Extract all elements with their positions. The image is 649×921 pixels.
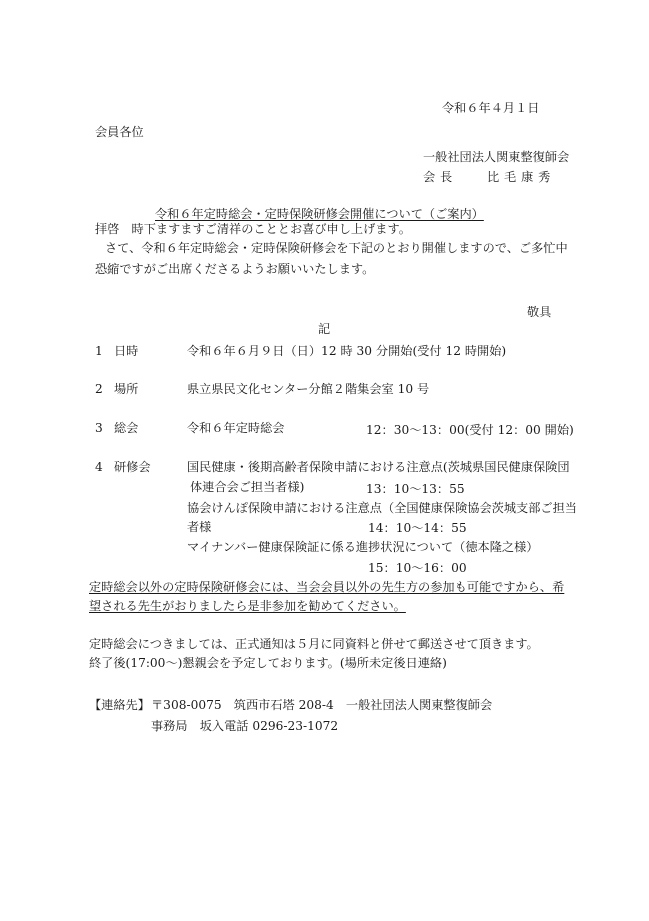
body-line-2: 恐縮ですがご出席くださるようお願いいたします。 (95, 262, 375, 276)
item-3-label: 総会 (114, 421, 139, 435)
notice-line-1: 定時総会以外の定時保険研修会には、当会会員以外の先生方の参加も可能ですから、希 (89, 580, 565, 594)
item-4-number: 4 (95, 460, 103, 474)
contact-label: 【連絡先】 (89, 698, 150, 712)
item-3-time: 12：30〜13：00(受付 12：00 開始) (366, 423, 574, 437)
ki-heading: 記 (318, 322, 331, 336)
document-title: 令和６年定時総会・定時保険研修会開催について（ご案内） (155, 207, 484, 221)
greeting: 拝啓 時下ますますご清祥のこととお喜び申し上げます。 (95, 222, 411, 236)
note-line-2: 終了後(17:00〜)懇親会を予定しております。(場所未定後日連絡) (89, 656, 447, 670)
sender-organization: 一般社団法人関東整復師会 (423, 150, 570, 164)
contact-office: 事務局 坂入電話 0296-23-1072 (151, 719, 339, 733)
sender-name: 比 毛 康 秀 (487, 170, 551, 184)
seminar-session-2-time: 14：10〜14：55 (368, 521, 467, 535)
seminar-session-2-line-1: 協会けんぽ保険申請における注意点（全国健康保険協会茨城支部ご担当 (187, 501, 577, 515)
note-line-1: 定時総会につきましては、正式通知は５月に同資料と併せて郵送させて頂きます。 (89, 637, 539, 651)
sender-position: 会 長 (423, 170, 453, 184)
item-1-value: 令和６年６月９日（日）12 時 30 分開始(受付 12 時開始) (187, 344, 507, 358)
item-3-value: 令和６年定時総会 (187, 421, 285, 435)
contact-address: 〒308-0075 筑西市石塔 208-4 一般社団法人関東整復師会 (151, 698, 493, 712)
seminar-session-3-time: 15：10〜16：00 (368, 561, 467, 575)
item-3-number: 3 (95, 421, 103, 435)
seminar-session-1-time: 13：10〜13：55 (366, 482, 465, 496)
seminar-session-1-line-1: 国民健康・後期高齢者保険申請における注意点(茨城県国民健康保険団 (187, 460, 570, 474)
item-2-number: 2 (95, 382, 103, 396)
body-line-1: さて、令和６年定時総会・定時保険研修会を下記のとおり開催しますので、ご多忙中 (105, 241, 568, 255)
notice-line-2: 望される先生がおりましたら是非参加を勧めてください。 (89, 599, 406, 613)
item-2-label: 場所 (114, 382, 139, 396)
document-date: 令和６年４月１日 (442, 101, 540, 115)
item-1-label: 日時 (114, 344, 139, 358)
closing: 敬具 (527, 305, 552, 319)
item-1-number: 1 (95, 344, 103, 358)
item-4-label: 研修会 (114, 460, 151, 474)
seminar-session-1-line-2: 体連合会ご担当者様) (190, 480, 305, 494)
item-2-value: 県立県民文化センター分館２階集会室 10 号 (187, 382, 430, 396)
seminar-session-3-line-1: マイナンバー健康保険証に係る進捗状況について（徳本隆之様） (187, 540, 539, 554)
recipient: 会員各位 (95, 125, 144, 139)
seminar-session-2-line-2: 者様 (187, 520, 212, 534)
